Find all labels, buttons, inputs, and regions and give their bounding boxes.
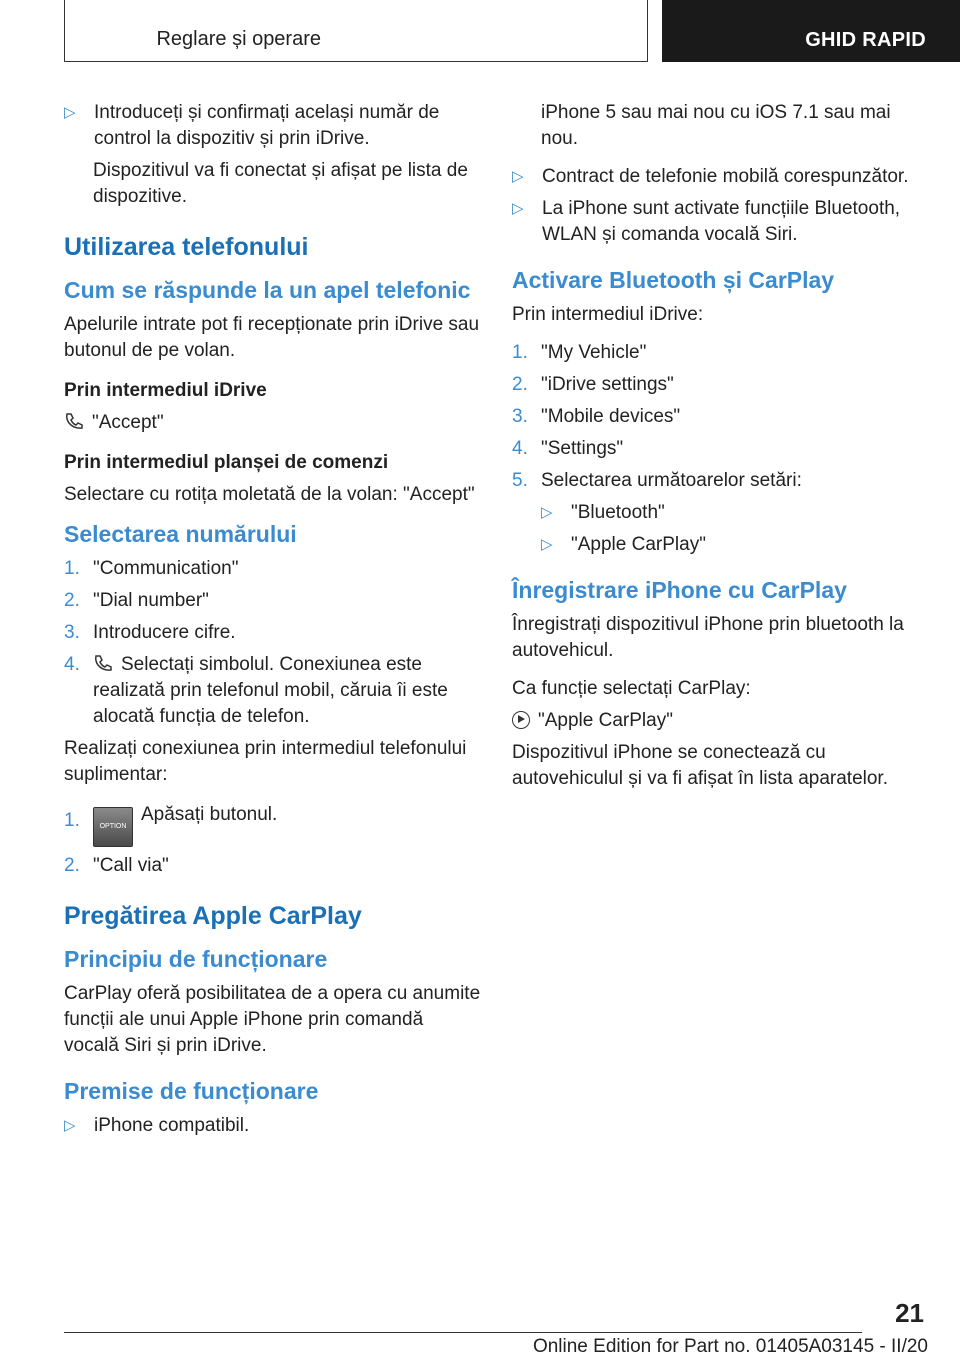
step-number: 4.	[64, 654, 80, 675]
list-item	[64, 652, 482, 730]
triangle-bullet-icon: ▷	[512, 200, 524, 217]
triangle-bullet-icon: ▷	[512, 168, 524, 185]
sub-bullet-item	[541, 532, 930, 558]
bullet-text: "Bluetooth"	[571, 502, 665, 523]
step-text: "My Vehicle"	[541, 342, 647, 363]
list-item	[512, 372, 930, 398]
footer-edition: Online Edition for Part no. 01405A03145 - II/20	[532, 1336, 928, 1357]
list-item	[64, 588, 482, 614]
paragraph: iPhone 5 sau mai nou cu iOS 7.1 sau mai nou.	[541, 102, 891, 149]
step-text: Introducere cifre.	[93, 622, 236, 643]
bullet-text: La iPhone sunt activate funcțiile Bluetooth, WLAN și comanda vocală Siri.	[542, 198, 901, 245]
right-column	[512, 100, 930, 804]
paragraph: Dispozitivul va fi conectat și afișat pe lista de dispozitive.	[93, 160, 468, 207]
accept-line	[64, 410, 482, 436]
step-number: 4.	[512, 438, 528, 459]
subsection-heading: Principiu de funcționare	[64, 946, 328, 972]
list-item	[512, 340, 930, 366]
step-number: 2.	[64, 855, 80, 876]
triangle-bullet-icon: ▷	[64, 1117, 76, 1134]
phone-icon	[93, 653, 113, 673]
accept-text: "Accept"	[92, 412, 164, 433]
header-guide-label: GHID RAPID	[805, 29, 926, 51]
step-number: 2.	[64, 590, 80, 611]
triangle-bullet-icon: ▷	[64, 104, 76, 121]
page-number: 21	[895, 1298, 924, 1328]
step-text: "Settings"	[541, 438, 624, 459]
step-text: "iDrive settings"	[541, 374, 674, 395]
subsection-heading: Selectarea numărului	[64, 521, 297, 547]
list-item	[64, 802, 482, 847]
play-icon	[512, 711, 530, 729]
phone-icon	[64, 411, 84, 431]
bold-heading: Prin intermediul planșei de comenzi	[64, 452, 389, 473]
step-number: 5.	[512, 470, 528, 491]
step-number: 1.	[64, 810, 80, 831]
section-heading: Pregătirea Apple CarPlay	[64, 902, 362, 930]
paragraph: CarPlay oferă posibilitatea de a opera cu anumite funcții ale unui Apple iPhone prin comandă vocală Siri și prin iDrive.	[64, 983, 481, 1056]
triangle-bullet-icon: ▷	[541, 504, 553, 521]
subsection-heading: Activare Bluetooth și CarPlay	[512, 267, 835, 293]
paragraph: Prin intermediul iDrive:	[512, 304, 704, 325]
subsection-heading: Înregistrare iPhone cu CarPlay	[512, 577, 847, 603]
step-text: "Mobile devices"	[541, 406, 681, 427]
carplay-line	[512, 708, 930, 734]
step-text	[93, 652, 482, 730]
bullet-text: "Apple CarPlay"	[571, 534, 706, 555]
step-number: 1.	[64, 558, 80, 579]
bullet-text: iPhone compatibil.	[94, 1115, 250, 1136]
section-heading: Utilizarea telefonului	[64, 233, 309, 261]
list-item	[512, 436, 930, 462]
bullet-text: Contract de telefonie mobilă corespunzător.	[542, 166, 909, 187]
paragraph: Dispozitivul iPhone se conectează cu autovehiculul și va fi afișat în lista aparatelor.	[512, 742, 888, 789]
paragraph: Ca funcție selectați CarPlay:	[512, 678, 751, 699]
paragraph: Selectare cu rotița moletată de la volan: "Accept"	[64, 484, 475, 505]
bullet-item	[512, 196, 930, 248]
list-item	[512, 468, 930, 494]
paragraph: Înregistrați dispozitivul iPhone prin bluetooth la autovehicul.	[512, 614, 904, 661]
list-item	[64, 556, 482, 582]
sub-bullet-item	[541, 500, 930, 526]
step-number: 2.	[512, 374, 528, 395]
bullet-item	[512, 164, 930, 190]
step-number: 3.	[64, 622, 80, 643]
bold-heading: Prin intermediul iDrive	[64, 380, 267, 401]
step-text: "Dial number"	[93, 590, 209, 611]
step-text: "Call via"	[93, 855, 169, 876]
header-section-title: Reglare și operare	[156, 28, 321, 50]
header-frame	[64, 0, 648, 62]
subsection-heading: Premise de funcționare	[64, 1078, 319, 1104]
option-button-icon: OPTION	[93, 807, 133, 847]
paragraph: Apelurile intrate pot fi recepționate prin iDrive sau butonul de pe volan.	[64, 314, 480, 361]
list-item	[64, 853, 482, 879]
step-number: 3.	[512, 406, 528, 427]
paragraph: Realizați conexiunea prin intermediul telefonului suplimentar:	[64, 738, 467, 785]
list-item	[512, 404, 930, 430]
step-text	[93, 802, 482, 847]
footer-divider	[64, 1332, 862, 1333]
list-item	[64, 620, 482, 646]
step-text-content: Selectați simbolul. Conexiunea este realizată prin telefonul mobil, căruia îi este alocată funcția de telefon.	[93, 654, 448, 727]
carplay-text: "Apple CarPlay"	[538, 710, 673, 731]
bullet-item	[64, 1113, 482, 1139]
step-text: "Communication"	[93, 558, 239, 579]
step-text-content: Apăsați butonul.	[141, 804, 278, 825]
subsection-heading: Cum se răspunde la un apel telefonic	[64, 277, 471, 303]
step-text: Selectarea următoarelor setări:	[541, 470, 802, 491]
step-number: 1.	[512, 342, 528, 363]
triangle-bullet-icon: ▷	[541, 536, 553, 553]
bullet-item	[64, 100, 482, 152]
header-guide-tab	[662, 0, 960, 62]
left-column	[64, 100, 482, 1145]
bullet-text: Introduceți și confirmați același număr de control la dispozitiv și prin iDrive.	[94, 102, 440, 149]
